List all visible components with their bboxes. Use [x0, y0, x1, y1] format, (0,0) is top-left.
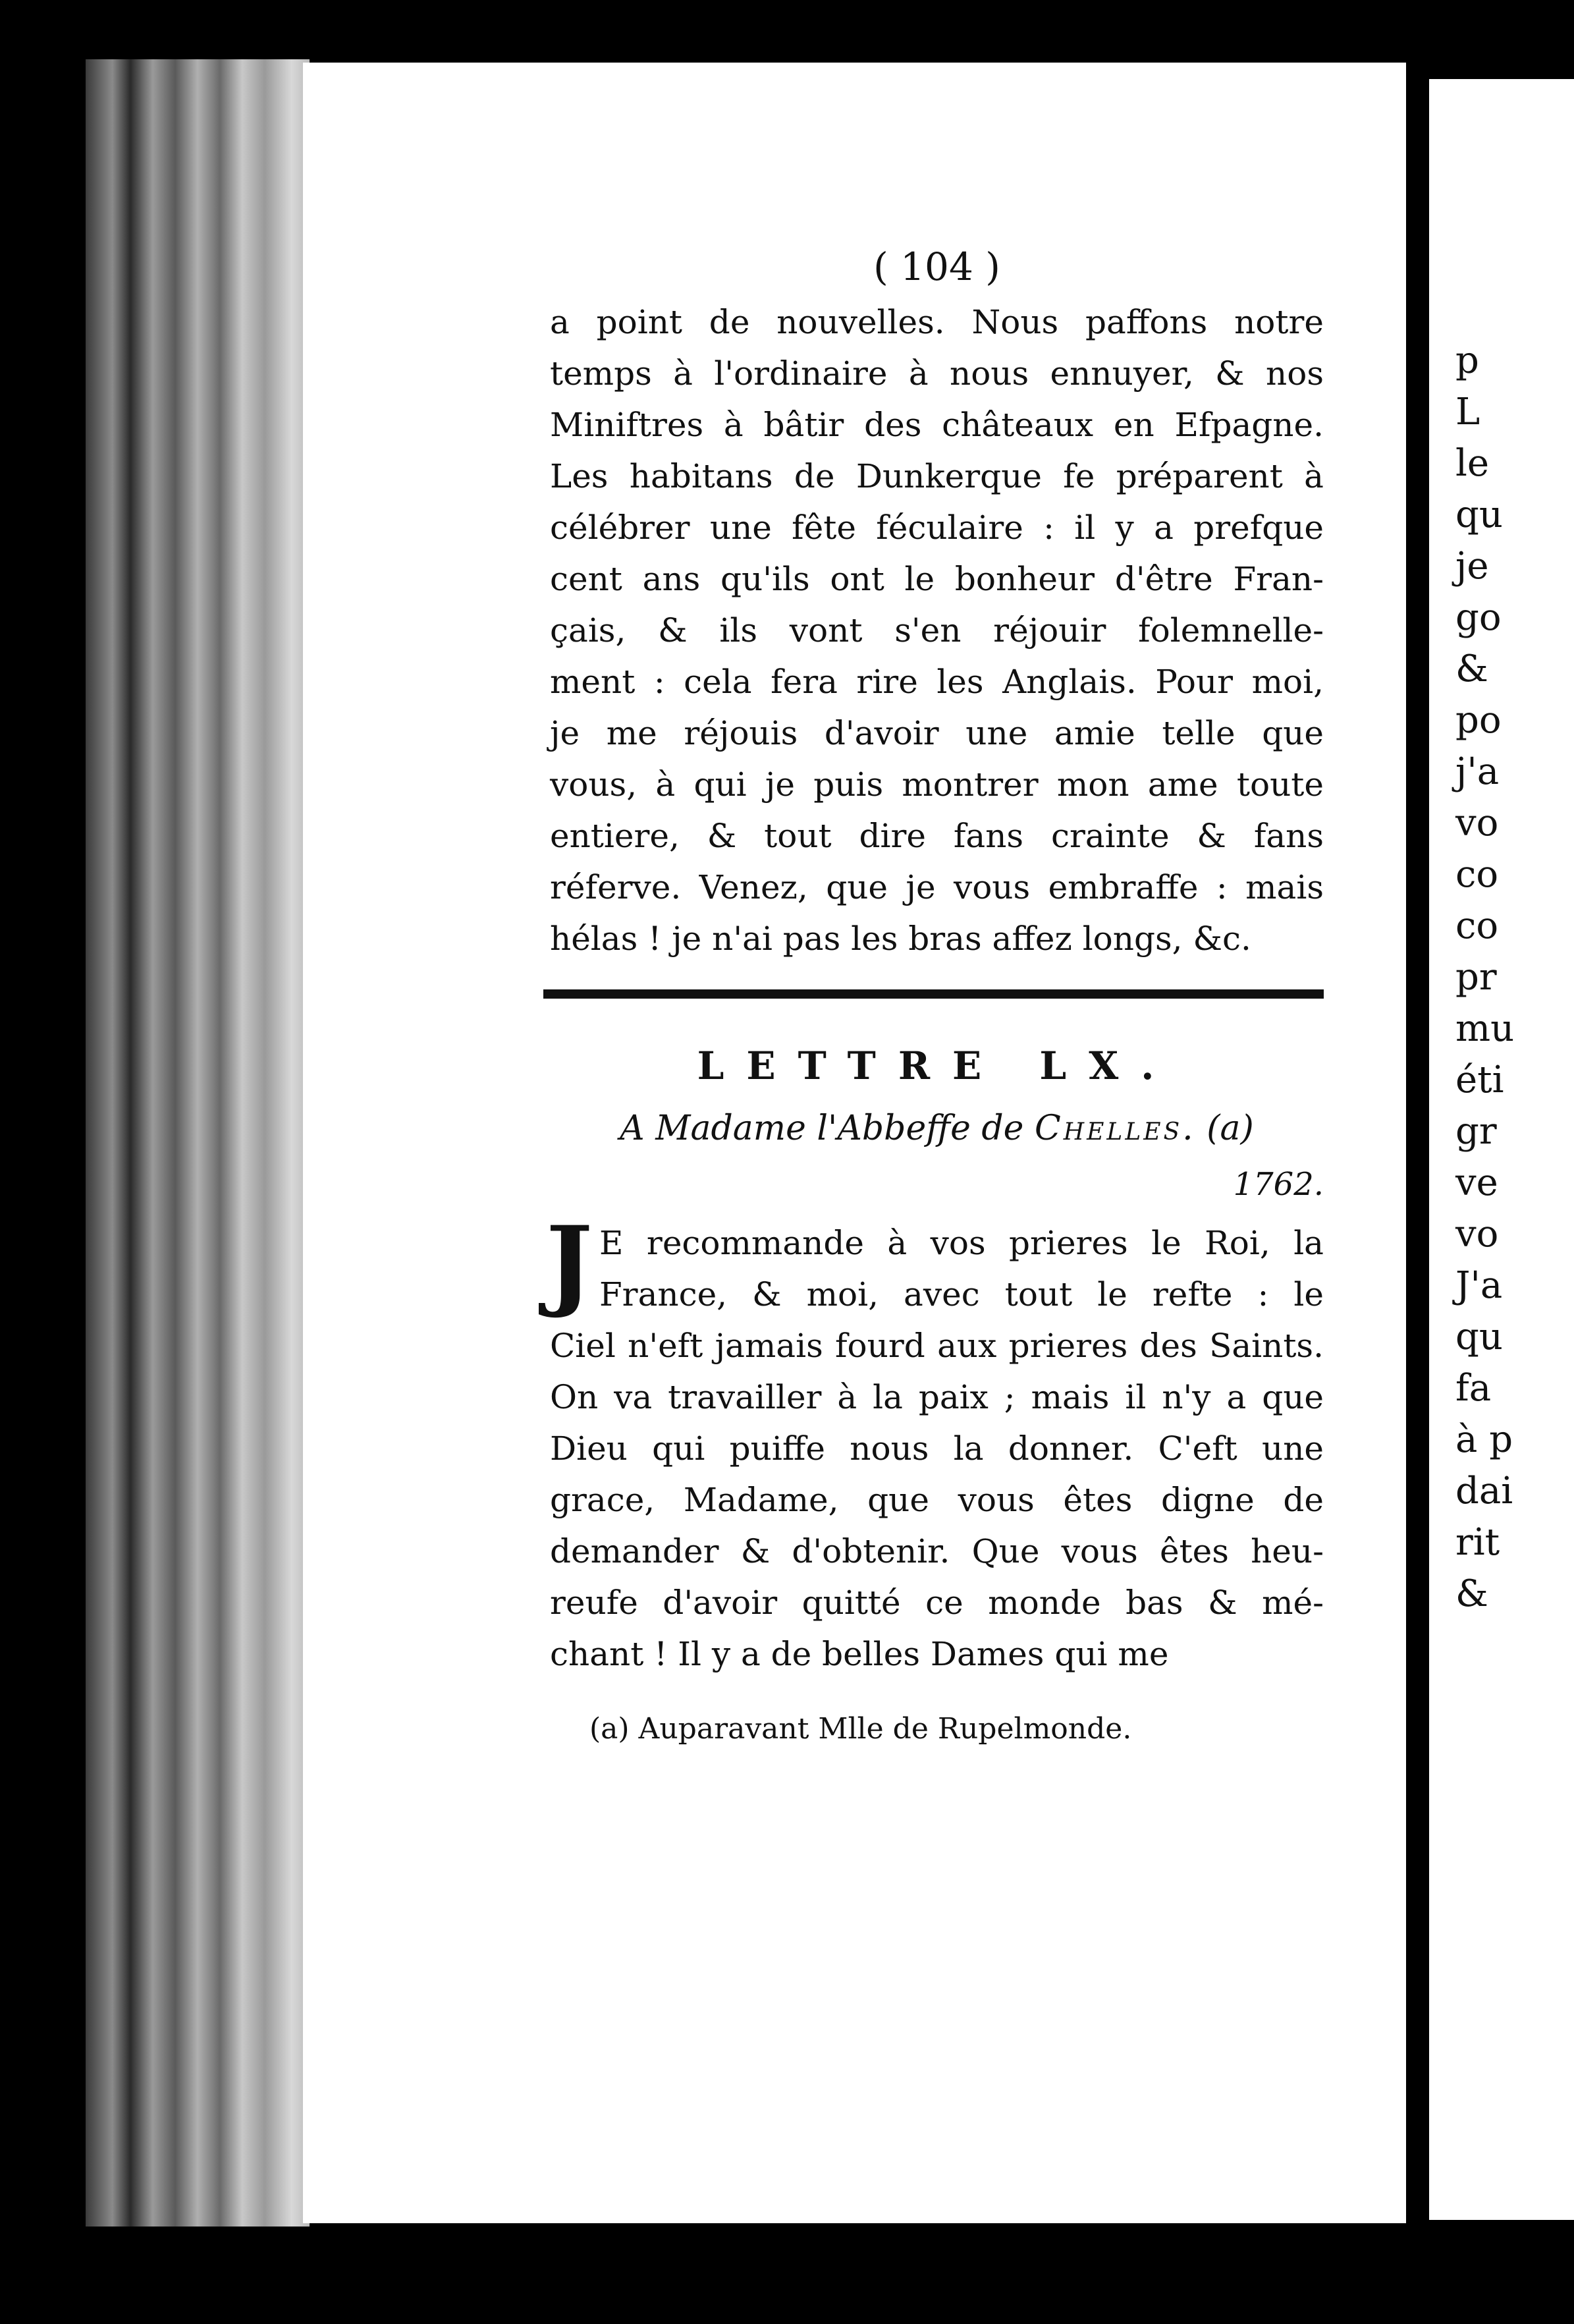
text-line: France, & moi, avec tout le refte : le — [599, 1275, 1324, 1314]
facing-page-fragment: co — [1455, 853, 1499, 896]
facing-page-fragment: & — [1455, 648, 1488, 690]
text-line: Les habitans de Dunkerque fe préparent à — [550, 457, 1324, 495]
facing-page-fragment: co — [1455, 904, 1499, 947]
facing-page-fragment: fa — [1455, 1367, 1492, 1410]
address-name: Chelles. — [1034, 1109, 1196, 1148]
address-prefix: A Madame l'Abbeffe de — [620, 1109, 1024, 1148]
facing-page-fragment: go — [1455, 596, 1502, 639]
letter-date: 1762. — [1233, 1166, 1324, 1203]
text-line: Dieu qui puiffe nous la donner. C'eft une — [550, 1429, 1324, 1468]
text-line: grace, Madame, que vous êtes digne de — [550, 1481, 1324, 1519]
facing-page-fragment: qu — [1455, 1315, 1503, 1358]
text-line: On va travailler à la paix ; mais il n'y a que — [550, 1378, 1324, 1416]
facing-page-fragment: po — [1455, 699, 1502, 742]
facing-page-fragment: qu — [1455, 493, 1503, 536]
text-line: reufe d'avoir quitté ce monde bas & mé- — [550, 1584, 1324, 1622]
facing-page-fragment: je — [1455, 545, 1489, 588]
section-divider — [543, 989, 1324, 999]
facing-page-fragment: L — [1455, 391, 1480, 433]
drop-cap: J — [546, 1205, 593, 1321]
facing-page-fragment: J'a — [1455, 1264, 1503, 1307]
facing-page-fragment: j'a — [1455, 750, 1500, 793]
text-line: je me réjouis d'avoir une amie telle que — [550, 714, 1324, 752]
text-line: cent ans qu'ils ont le bonheur d'être Fran- — [550, 560, 1324, 598]
facing-page-fragment: éti — [1455, 1059, 1504, 1101]
facing-page-fragment: dai — [1455, 1470, 1513, 1512]
facing-page-fragment: gr — [1455, 1110, 1497, 1153]
letter-heading: LETTRE LX. — [697, 1043, 1177, 1088]
facing-page-fragment: vo — [1455, 802, 1499, 844]
facing-page-fragment: & — [1455, 1572, 1488, 1615]
book-page-edges — [86, 59, 310, 2227]
facing-page-fragment: le — [1455, 442, 1490, 485]
facing-page-fragment: vo — [1455, 1213, 1499, 1256]
facing-page-fragment: rit — [1455, 1521, 1500, 1564]
facing-page-fragment: à p — [1455, 1418, 1513, 1461]
text-line: a point de nouvelles. Nous paffons notre — [550, 303, 1324, 341]
text-line: demander & d'obtenir. Que vous êtes heu- — [550, 1532, 1324, 1570]
text-line: célébrer une fête féculaire : il y a prefque — [550, 509, 1324, 547]
text-line: E recommande à vos prieres le Roi, la — [599, 1224, 1324, 1262]
text-line: Ciel n'eft jamais fourd aux prieres des Saints. — [550, 1327, 1324, 1365]
facing-page-fragment: pr — [1455, 956, 1497, 999]
text-line: çais, & ils vont s'en réjouir folemnelle- — [550, 611, 1324, 650]
page-text — [546, 237, 1324, 1752]
page-number: ( 104 ) — [873, 244, 1000, 289]
facing-page-fragment: p — [1455, 339, 1479, 382]
text-line: vous, à qui je puis montrer mon ame toute — [550, 765, 1324, 804]
facing-page — [1429, 79, 1574, 2220]
text-line: chant ! Il y a de belles Dames qui me — [550, 1635, 1169, 1673]
text-line: hélas ! je n'ai pas les bras affez longs, &c. — [550, 920, 1251, 958]
facing-page-fragment: ve — [1455, 1161, 1498, 1204]
paragraph-2 — [546, 1205, 1324, 1680]
text-line: entiere, & tout dire fans crainte & fans — [550, 817, 1324, 855]
footnote: (a) Auparavant Mlle de Rupelmonde. — [589, 1712, 1132, 1746]
text-line: réferve. Venez, que je vous embraffe : mais — [550, 868, 1324, 906]
footnote-reference: (a) — [1207, 1109, 1254, 1148]
text-line: ment : cela fera rire les Anglais. Pour moi, — [550, 663, 1324, 701]
paragraph-1 — [550, 296, 1324, 964]
facing-page-fragment: mu — [1455, 1007, 1515, 1050]
letter-address — [550, 1099, 1324, 1158]
text-line: Miniftres à bâtir des châteaux en Efpagne. — [550, 406, 1324, 444]
text-line: temps à l'ordinaire à nous ennuyer, & nos — [550, 354, 1324, 393]
